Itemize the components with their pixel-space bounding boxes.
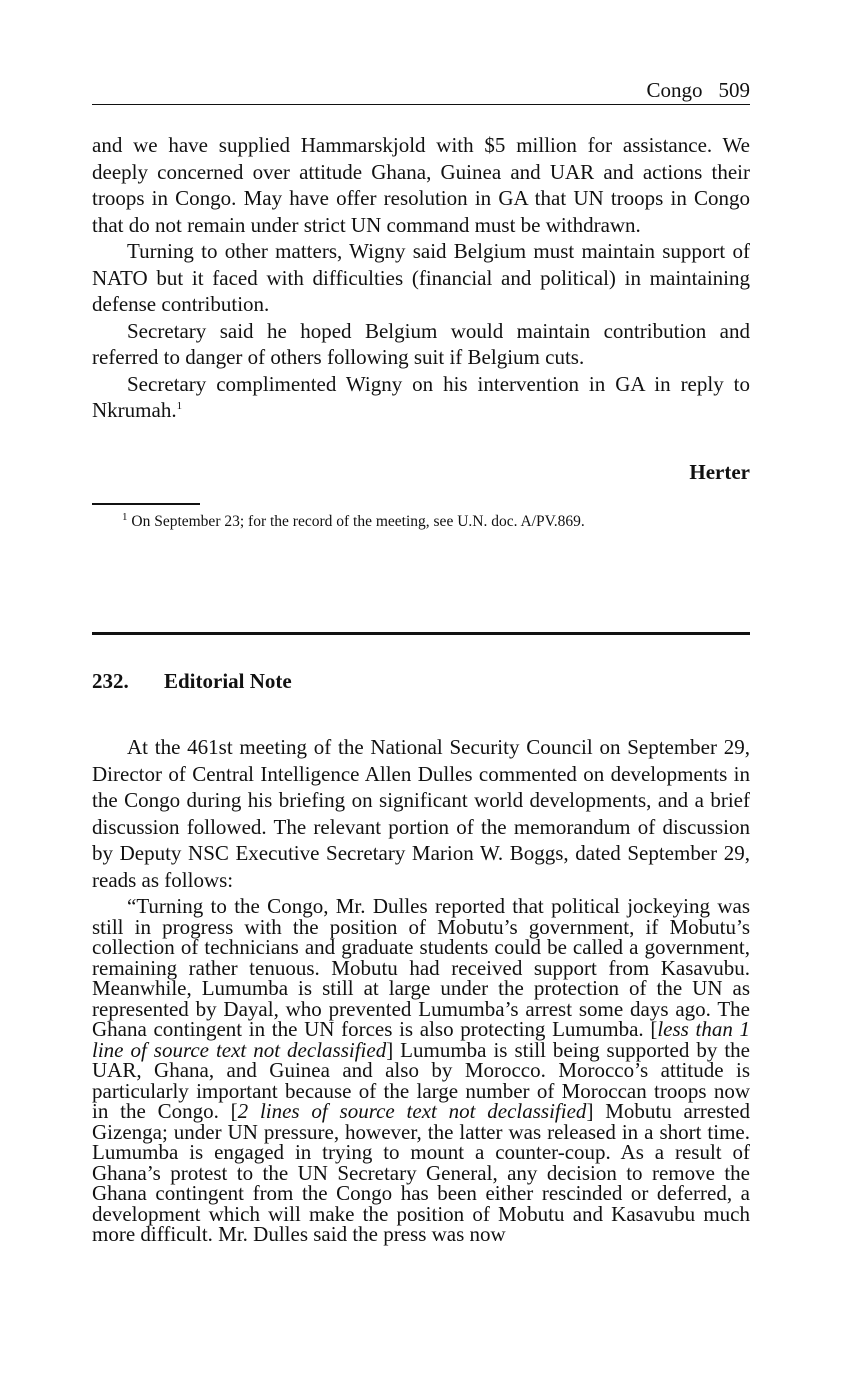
paragraph-text: Secretary complimented Wigny on his intervention in GA in reply to Nkrumah.	[92, 371, 750, 422]
paragraph: Turning to other matters, Wigny said Belgium must maintain support of NATO but it faced with difficulties (financial and political) in maintaining defense contribution.	[92, 239, 750, 316]
section-title: Editorial Note	[164, 669, 292, 693]
memorandum-quote	[92, 896, 750, 1245]
editorial-intro	[92, 734, 750, 893]
footnote	[122, 512, 585, 532]
continuation-text	[92, 132, 750, 424]
footnote-marker: 1	[122, 510, 128, 523]
footnote-reference: 1	[176, 400, 183, 412]
section-number: 232.	[92, 669, 129, 693]
quote-text: ] Lumumba is still being supported by the UAR, Ghana, and Guinea and also by Morocco. Morocco’s attitude is particularly important because of the large number of Moroccan troops now in the Congo. [	[92, 1037, 750, 1123]
section-heading	[92, 667, 292, 695]
redaction-note: 2 lines of source text not declassified	[237, 1099, 587, 1123]
paragraph: Secretary said he hoped Belgium would maintain contribution and referred to danger of others following suit if Belgium cuts.	[92, 318, 750, 369]
paragraph	[92, 371, 750, 424]
quote-text: ] Mobutu arrested Gizenga; under UN pressure, however, the latter was released in a short time. Lumumba is engaged in trying to mount a counter-coup. As a result of Ghana’s protest to the UN Secretary General, any decision to remove the Ghana contingent from the Congo has been either rescinded or deferred, a development which will make the position of Mobutu and Kasavubu much more difficult. Mr. Dulles said the press was now	[92, 1099, 750, 1246]
section-divider	[92, 632, 750, 635]
paragraph: and we have supplied Hammarskjold with $5 million for assistance. We deeply concerned over attitude Ghana, Guinea and UAR and actions their troops in Congo. May have offer resolution in GA that UN troops in Congo that do not remain under strict UN command must be withdrawn.	[92, 133, 750, 237]
footnote-divider	[92, 503, 200, 505]
signature: Herter	[689, 460, 750, 484]
page-number: 509	[718, 78, 750, 102]
redaction-note: less than 1 line of source text not declassified	[92, 1017, 750, 1062]
paragraph: At the 461st meeting of the National Security Council on September 29, Director of Central Intelligence Allen Dulles commented on developments in the Congo during his briefing on significant world developments, and a brief discussion followed. The relevant portion of the memorandum of discussion by Deputy NSC Executive Secretary Marion W. Boggs, dated September 29, reads as follows:	[92, 735, 750, 892]
running-header	[92, 76, 750, 105]
header-title: Congo	[646, 78, 703, 102]
footnote-text: On September 23; for the record of the meeting, see U.N. doc. A/PV.869.	[131, 513, 585, 530]
quote-text: “Turning to the Congo, Mr. Dulles reported that political jockeying was still in progress with the position of Mobutu’s government, if Mobutu’s collection of technicians and graduate students could be called a government, remaining rather tenuous. Mobutu had received support from Kasavubu. Meanwhile, Lumumba is still at large under the protection of the UN as represented by Dayal, who prevented Lumumba’s arrest some days ago. The Ghana contingent in the UN forces is also protecting Lumumba. [	[92, 894, 750, 1041]
